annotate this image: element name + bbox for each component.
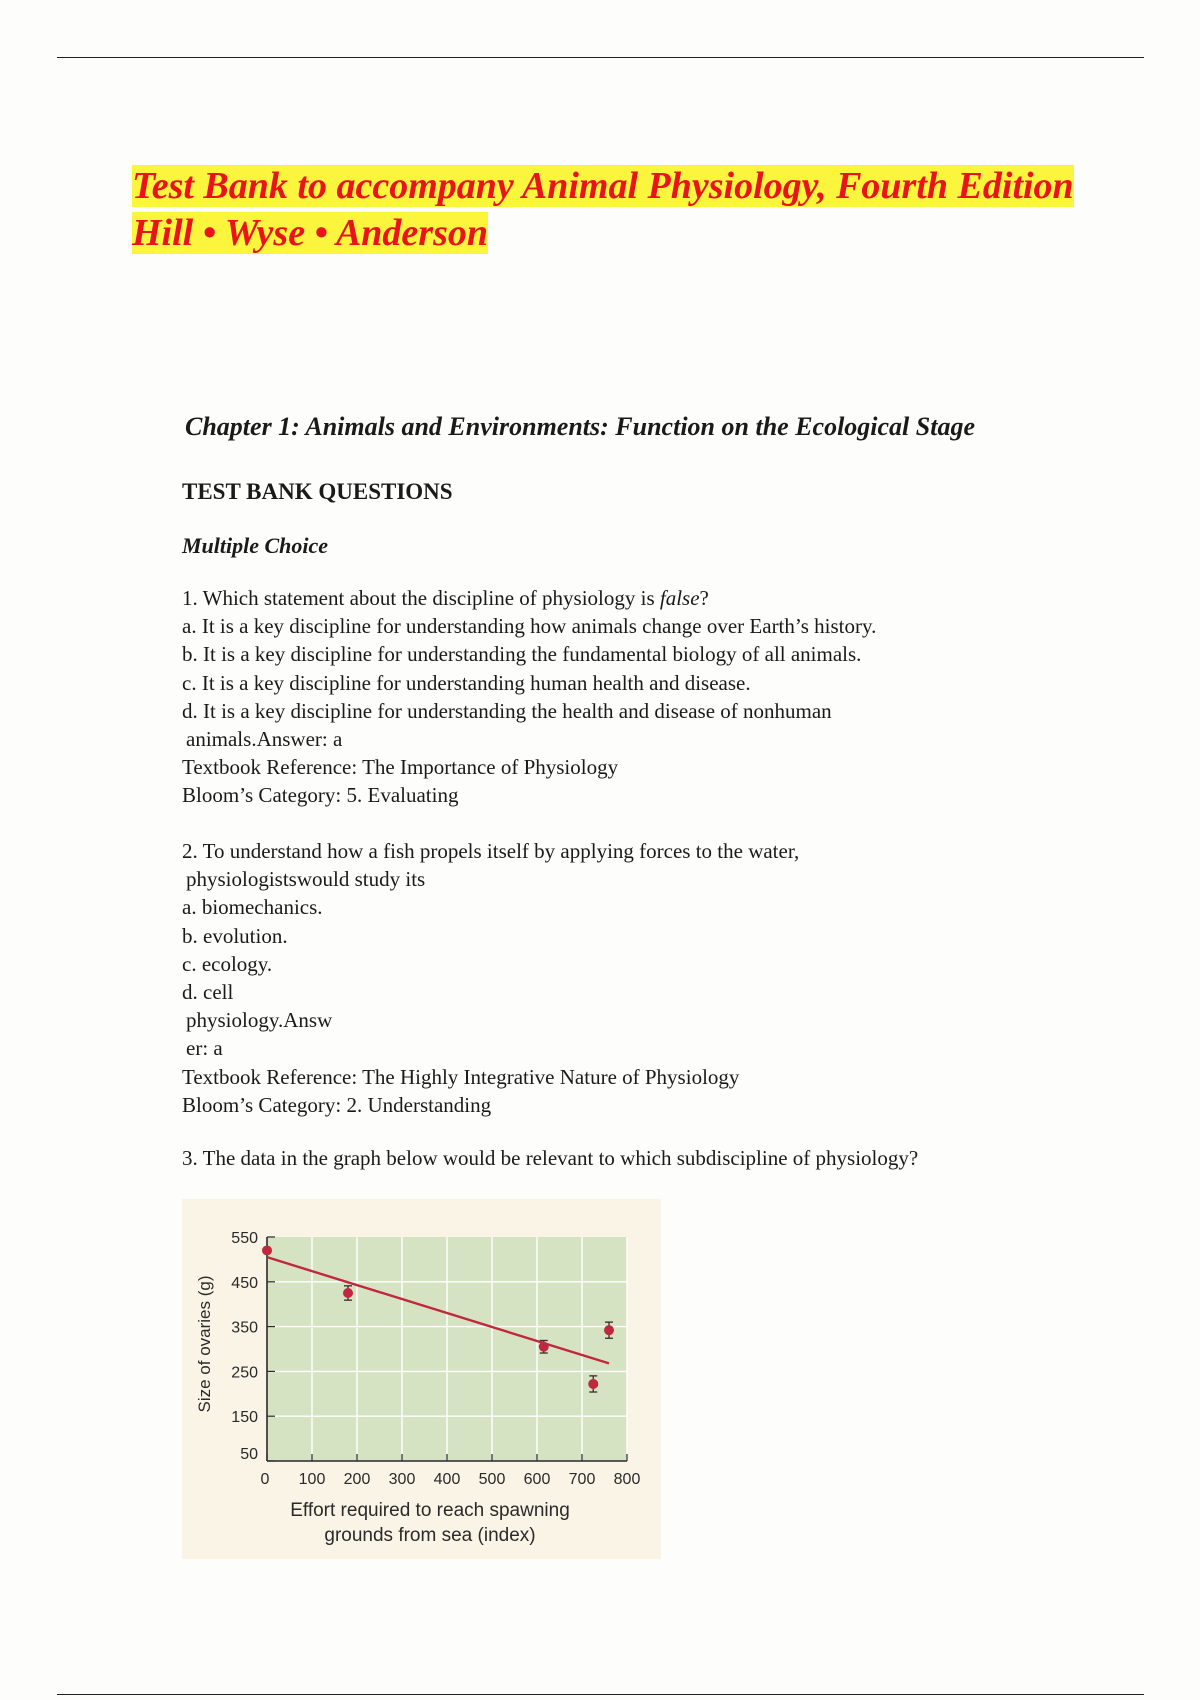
question-1-option-b: b. It is a key discipline for understanding the fundamental biology of all animals. <box>182 642 862 667</box>
data-point <box>604 1325 614 1335</box>
question-3-stem: 3. The data in the graph below would be relevant to which subdiscipline of physiology? <box>182 1146 919 1170</box>
x-tick-label: 500 <box>478 1471 506 1488</box>
question-2 <box>182 837 1062 1119</box>
title-line-1: Test Bank to accompany Animal Physiology, Fourth Edition <box>132 165 1074 207</box>
x-tick-label: 200 <box>343 1471 371 1488</box>
question-2-option-d: d. cell <box>182 980 234 1005</box>
top-rule <box>57 57 1144 58</box>
question-1-option-c: c. It is a key discipline for understanding human health and disease. <box>182 670 751 695</box>
question-1-stem: 1. Which statement about the discipline of physiology is false? <box>182 586 709 610</box>
question-2-option-a: a. biomechanics. <box>182 895 323 920</box>
question-2-option-c: c. ecology. <box>182 951 273 976</box>
subsection-label: Multiple Choice <box>182 533 329 558</box>
x-tick-label: 800 <box>613 1471 641 1488</box>
y-tick-label: 350 <box>231 1319 258 1337</box>
x-tick-label: 0 <box>260 1471 270 1488</box>
question-2-stem-line-2: physiologistswould study its <box>186 867 426 892</box>
x-tick-labels <box>261 1471 641 1488</box>
document-title <box>132 163 1074 257</box>
y-tick-label: 50 <box>240 1446 258 1463</box>
data-point <box>343 1288 353 1298</box>
question-1-option-d: d. It is a key discipline for understanding the health and disease of nonhuman <box>182 698 832 723</box>
section-label: TEST BANK QUESTIONS <box>182 479 453 504</box>
y-tick-label: 250 <box>231 1364 258 1382</box>
y-tick-label: 150 <box>231 1409 258 1427</box>
question-2-stem-line-1: 2. To understand how a fish propels itself by applying forces to the water, <box>182 839 800 863</box>
question-2-reference: Textbook Reference: The Highly Integrative Nature of Physiology <box>182 1064 740 1089</box>
question-1-answer: animals.Answer: a <box>186 727 343 752</box>
question-3 <box>182 1144 1062 1172</box>
title-line-2: Hill • Wyse • Anderson <box>132 212 489 254</box>
question-1-blooms: Bloom’s Category: 5. Evaluating <box>182 783 459 808</box>
question-2-answer-part-1: physiology.Answ <box>186 1008 333 1033</box>
y-tick-label: 450 <box>231 1274 258 1292</box>
data-point <box>539 1342 549 1352</box>
question-2-answer-part-2: er: a <box>186 1036 223 1061</box>
bottom-rule <box>57 1694 1144 1695</box>
y-tick-labels <box>231 1230 258 1463</box>
x-axis-label-line-2: grounds from sea (index) <box>324 1525 536 1546</box>
x-tick-label: 400 <box>433 1471 461 1488</box>
question-1-option-a: a. It is a key discipline for understanding how animals change over Earth’s history. <box>182 614 877 639</box>
ovary-size-chart <box>182 1199 661 1559</box>
question-1-reference: Textbook Reference: The Importance of Physiology <box>182 755 619 780</box>
question-2-blooms: Bloom’s Category: 2. Understanding <box>182 1092 492 1117</box>
data-point <box>588 1379 598 1389</box>
y-axis-label: Size of ovaries (g) <box>195 1275 214 1413</box>
x-axis-label-line-1: Effort required to reach spawning <box>290 1500 570 1521</box>
question-1 <box>182 584 1062 810</box>
y-tick-label: 550 <box>231 1230 258 1247</box>
x-tick-label: 600 <box>523 1471 551 1488</box>
data-point <box>262 1245 272 1255</box>
x-tick-label: 700 <box>568 1471 596 1488</box>
x-tick-label: 300 <box>388 1471 416 1488</box>
x-tick-label: 100 <box>298 1471 326 1488</box>
chart-svg <box>182 1199 661 1559</box>
question-2-option-b: b. evolution. <box>182 923 288 948</box>
chapter-title: Chapter 1: Animals and Environments: Function on the Ecological Stage <box>185 412 976 441</box>
question-1-emphasis: false <box>659 586 700 610</box>
